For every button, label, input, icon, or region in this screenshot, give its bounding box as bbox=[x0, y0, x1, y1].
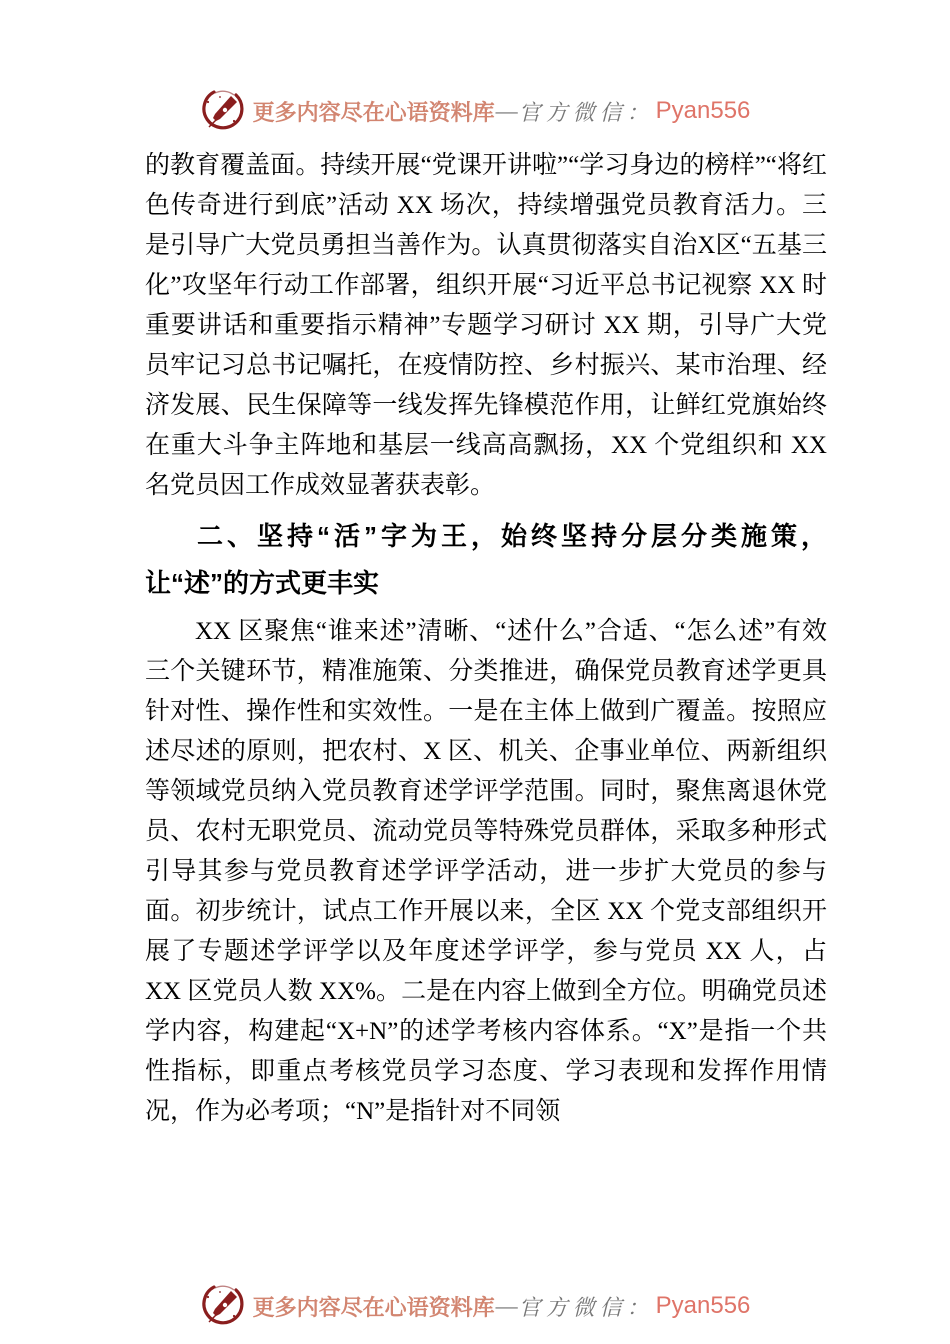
watermark-dash: — bbox=[495, 1293, 518, 1318]
watermark-wechat-label: 官方微信： bbox=[518, 100, 654, 126]
watermark-wechat-label: 官方微信： bbox=[518, 1295, 654, 1321]
watermark-wechat-id: Pyan556 bbox=[655, 97, 751, 124]
watermark-brand-text: 更多内容尽在心语资料库 bbox=[252, 99, 495, 125]
watermark-dash: — bbox=[495, 98, 518, 123]
pen-nib-logo-icon bbox=[200, 88, 244, 134]
watermark-brand-text: 更多内容尽在心语资料库 bbox=[252, 1294, 495, 1320]
watermark-wechat-id: Pyan556 bbox=[655, 1292, 751, 1319]
section-paragraph: XX 区聚焦“谁来述”清晰、“述什么”合适、“怎么述”有效三个关键环节，精准施策、分类推进，确保党员教育述学更具针对性、操作性和实效性。一是在主体上做到广覆盖。按照应述尽述的原则，把农村、X 区、机关、企事业单位、两新组织等领域党员纳入党员教育述学评学范围。同时，聚焦离退休党员、农村无职党员、流动党员等特殊党员群体，采取多种形式引导其参与党员教育述学评学活动，进一步扩大党员的参与面。初步统计，试点工作开展以来，全区 XX 个党支部组织开展了专题述学评学以及年度述学评学，参与党员 XX 人，占 XX 区党员人数 XX%。二是在内容上做到全方位。明确党员述学内容，构建起“X+N”的述学考核内容体系。“X”是指一个共性指标，即重点考核党员学习态度、学习表现和发挥作用情况，作为必考项；“N”是指针对不同领 bbox=[145, 618, 827, 1125]
footer-watermark bbox=[0, 1283, 950, 1329]
section-heading: 二、坚持“活”字为王，始终坚持分层分类施策，让“述”的方式更丰实 bbox=[145, 521, 827, 598]
pen-nib-logo-icon bbox=[200, 1283, 244, 1329]
paragraph-continuation: 的教育覆盖面。持续开展“党课开讲啦”“学习身边的榜样”“将红色传奇进行到底”活动 XX 场次，持续增强党员教育活力。三是引导广大党员勇担当善作为。认真贯彻落实自治X区“五基三化”攻坚年行动工作部署，组织开展“习近平总书记视察 XX 时重要讲话和重要指示精神”专题学习研讨 XX 期，引导广大党员牢记习总书记嘱托，在疫情防控、乡村振兴、某市治理、经济发展、民生保障等一线发挥先锋模范作用，让鲜红党旗始终在重大斗争主阵地和基层一线高高飘扬，XX 个党组织和 XX 名党员因工作成效显著获表彰。 bbox=[145, 152, 827, 499]
header-watermark bbox=[0, 88, 950, 134]
document-content bbox=[145, 146, 827, 1132]
